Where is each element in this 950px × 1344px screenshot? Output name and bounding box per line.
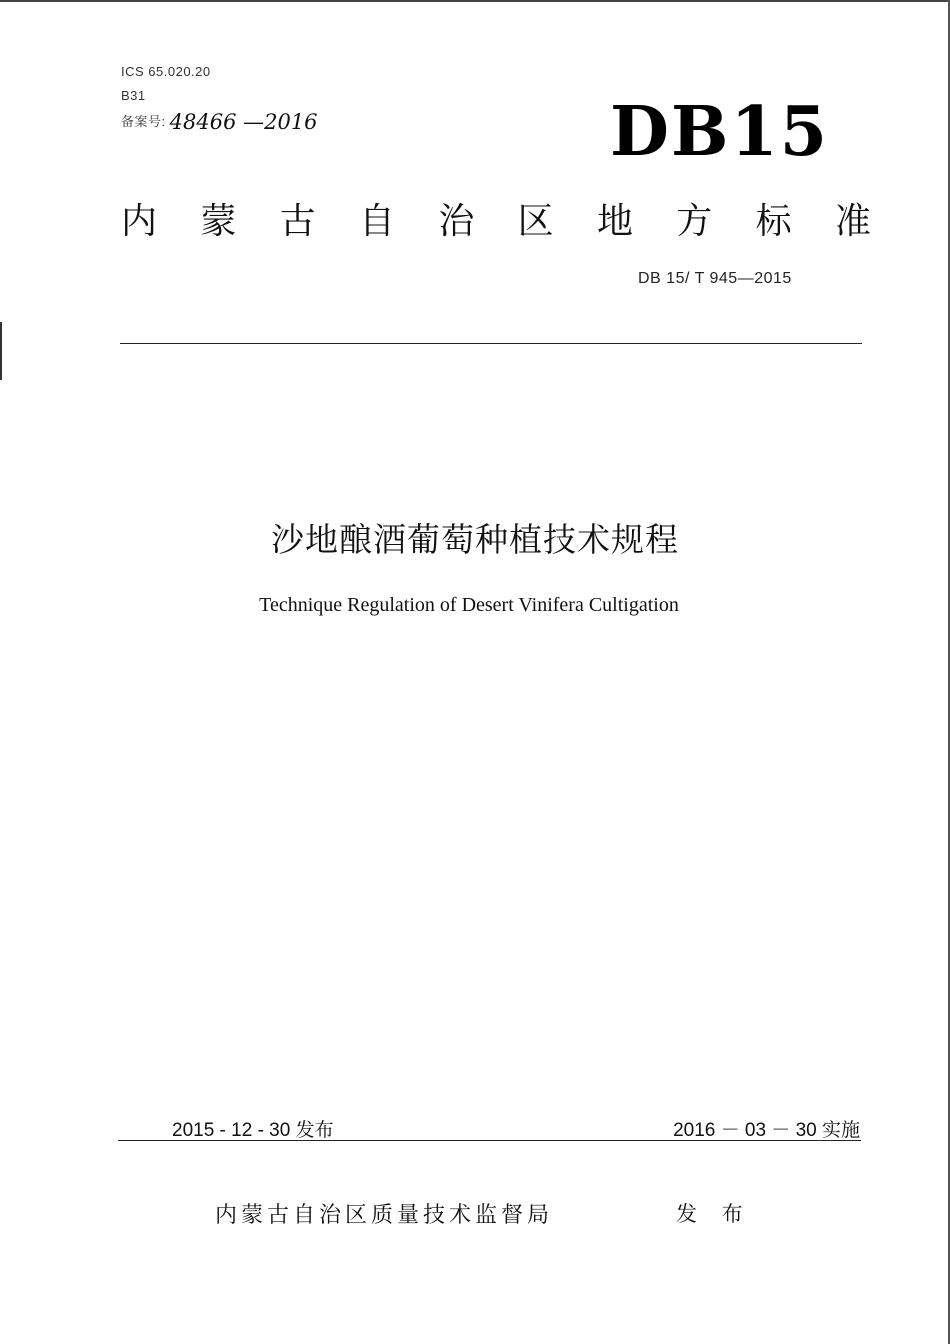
- header-divider: [120, 343, 862, 344]
- standard-type-char: 内: [121, 201, 158, 242]
- standard-type-char: 方: [676, 201, 713, 242]
- publish-date: 2015 - 12 - 30 发布: [172, 1120, 334, 1141]
- ics-code: ICS 65.020.20: [121, 64, 211, 79]
- scan-mark-left: [0, 322, 2, 380]
- title-english: Technique Regulation of Desert Vinifera Cultigation: [259, 594, 679, 616]
- registration-number: [121, 110, 318, 134]
- standard-type-char: 区: [517, 201, 554, 242]
- standard-type-char: 蒙: [200, 201, 237, 242]
- footer-divider: [118, 1140, 861, 1141]
- standard-type-char: 自: [358, 201, 395, 242]
- standard-type: [121, 193, 871, 244]
- issue-label: 发 布: [676, 1202, 752, 1226]
- registration-label: 备案号:: [121, 114, 166, 129]
- title-chinese: 沙地酿酒葡萄种植技术规程: [271, 520, 679, 559]
- standard-type-char: 治: [438, 201, 475, 242]
- standard-type-char: 标: [755, 201, 792, 242]
- implement-date: 2016 － 03 － 30 实施: [673, 1120, 860, 1141]
- standard-code: DB15: [610, 92, 830, 172]
- standard-type-char: 古: [279, 201, 316, 242]
- standard-type-char: 地: [596, 201, 633, 242]
- scan-edge-top: [0, 0, 950, 2]
- ccs-code: B31: [121, 88, 146, 103]
- standard-type-char: 准: [834, 201, 871, 242]
- issuing-authority: 内蒙古自治区质量技术监督局: [215, 1203, 554, 1228]
- registration-value-handwritten: 48466 —2016: [169, 110, 318, 134]
- standard-number: DB 15/ T 945—2015: [638, 270, 792, 287]
